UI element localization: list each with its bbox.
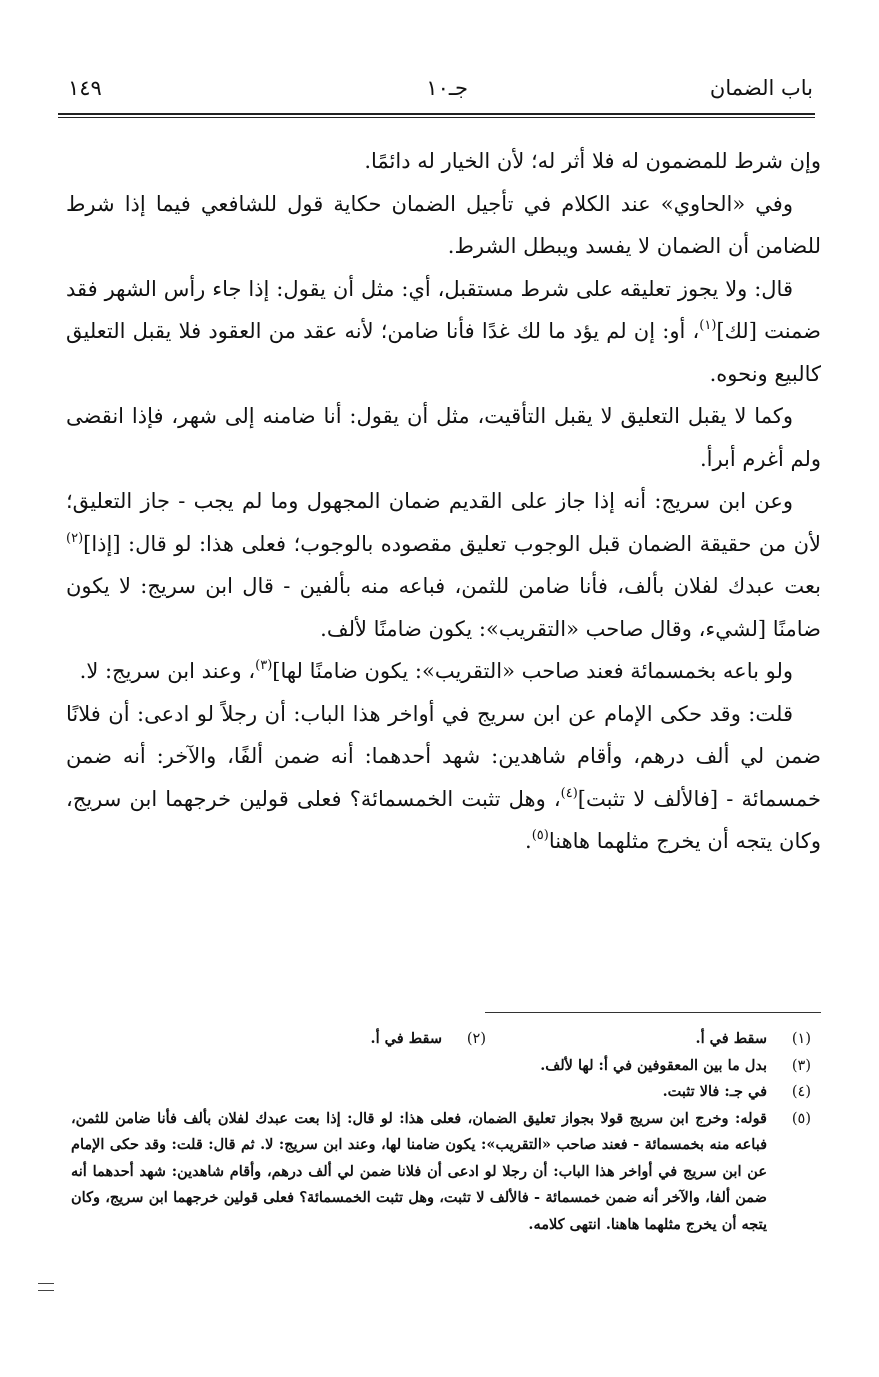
footnote-3 bbox=[71, 1053, 811, 1080]
paragraph bbox=[66, 693, 821, 863]
paragraph-text: وفي «الحاوي» عند الكلام في تأجيل الضمان حكاية قول للشافعي فيما إذا شرط للضامن أن الضمان لا يفسد ويبطل الشرط. bbox=[66, 191, 821, 258]
paragraph-text: قلت: وقد حكى الإمام عن ابن سريج في أواخر هذا الباب: أن رجلاً لو ادعى: أن فلانًا ضمن لي ألف درهم، وأقام شاهدين: شهد أحدهما: أنه ضمن ألفًا، والآخر: أنه ضمن خمسمائة - [فالألف لا تثبت] bbox=[66, 701, 821, 811]
footnote-text: سقط في أ. bbox=[695, 1030, 767, 1047]
paragraph bbox=[66, 395, 821, 480]
footnote-1 bbox=[696, 1026, 811, 1053]
footnote-2 bbox=[371, 1026, 486, 1053]
header-rule-thin bbox=[58, 117, 815, 118]
footnote-reference: (١) bbox=[699, 318, 717, 333]
main-text bbox=[66, 140, 821, 863]
page-number: ١٤٩ bbox=[68, 76, 102, 100]
footnote-number: (١) bbox=[791, 1031, 811, 1047]
footnote-reference: (٣) bbox=[255, 658, 273, 673]
running-header bbox=[58, 70, 813, 110]
paragraph-text: وعن ابن سريج: أنه إذا جاز على القديم ضمان المجهول وما لم يجب - جاز التعليق؛ لأن من حقيقة الضمان قبل الوجوب تعليق مقصوده بالوجوب؛ فعلى هذا: لو قال: [إذا] bbox=[66, 489, 821, 556]
footnote-separator bbox=[485, 1012, 821, 1013]
footnote-reference: (٤) bbox=[560, 785, 578, 801]
footnote-number: (٣) bbox=[791, 1057, 811, 1074]
footnote-row bbox=[71, 1026, 811, 1053]
paragraph-text: ، وعند ابن سريج: لا. bbox=[79, 659, 256, 683]
paragraph-text: ولو باعه بخمسمائة فعند صاحب «التقريب»: يكون ضامنًا لها] bbox=[272, 659, 793, 683]
footnote-text: قوله: وخرج ابن سريج قولا بجواز تعليق الضمان، فعلى هذا: لو قال: إذا بعت عبدك لفلان بألف فأنا ضامن للثمن، فباعه منه بخمسمائة - فعند صاحب «التقريب»: يكون ضامنا لها، وعند ابن سريج: لا. ثم قال: قلت: وقد حكى الإمام عن ابن سريج في أواخر هذا الباب: أن رجلا لو ادعى أن فلانا ضمن لي ألف درهم، وأقام شاهدين: شهد أحدهما أنه ضمن ألفا، والآخر أنه ضمن خمسمائة - فالألف لا تثبت، وهل تثبت الخمسمائة؟ فعلى قولين خرجهما ابن سريج، وكان يتجه أن يخرج مثلهما هاهنا. انتهى كلامه. bbox=[71, 1109, 767, 1233]
footnote-text: سقط في أ. bbox=[370, 1030, 442, 1047]
header-rule bbox=[58, 113, 815, 115]
footnote-number: (٢) bbox=[466, 1031, 486, 1047]
paragraph-text: قال: ولا يجوز تعليقه على شرط مستقبل، أي: مثل أن يقول: إذا جاء رأس الشهر فقد ضمنت [لك] bbox=[66, 276, 821, 343]
paragraph bbox=[66, 650, 821, 693]
paragraph-text: ، أو: إن لم يؤد ما لك غدًا فأنا ضامن؛ لأنه عقد من العقود فلا يقبل التعليق كالبيع ونحوه. bbox=[66, 319, 821, 386]
footnote-number: (٥) bbox=[791, 1110, 811, 1127]
footnote-4 bbox=[71, 1079, 811, 1106]
margin-mark bbox=[38, 1283, 54, 1291]
paragraph-text: بعت عبدك لفلان بألف، فأنا ضامن للثمن، فباعه منه بألفين - قال ابن سريج: لا يكون ضامنًا [لشيء، وقال صاحب «التقريب»: يكون ضامنًا لألف. bbox=[66, 574, 821, 641]
footnote-reference: (٥) bbox=[531, 828, 549, 843]
paragraph bbox=[66, 480, 821, 650]
footnote-number: (٤) bbox=[791, 1084, 811, 1100]
footnote-reference: (٢) bbox=[66, 530, 84, 546]
volume-number: جـ١٠ bbox=[426, 76, 468, 100]
footnotes bbox=[71, 1026, 811, 1238]
paragraph bbox=[66, 183, 821, 268]
paragraph-text: . bbox=[525, 829, 532, 853]
footnote-text: في جـ: فالا تثبت. bbox=[662, 1083, 767, 1100]
paragraph-text: ، وهل تثبت الخمسمائة؟ فعلى قولين خرجهما ابن سريج، وكان يتجه أن يخرج مثلهما هاهنا bbox=[66, 786, 821, 853]
paragraph bbox=[66, 268, 821, 396]
paragraph-text: وكما لا يقبل التعليق لا يقبل التأقيت، مثل أن يقول: أنا ضامنه إلى شهر، فإذا انقضى ولم أغرم أبرأ. bbox=[66, 404, 821, 471]
chapter-title: باب الضمان bbox=[709, 76, 813, 100]
paragraph bbox=[66, 140, 821, 183]
footnote-text: بدل ما بين المعقوفين في أ: لها لألف. bbox=[540, 1056, 767, 1074]
paragraph-text: وإن شرط للمضمون له فلا أثر له؛ لأن الخيار له دائمًا. bbox=[364, 149, 821, 173]
footnote-5 bbox=[71, 1106, 811, 1239]
